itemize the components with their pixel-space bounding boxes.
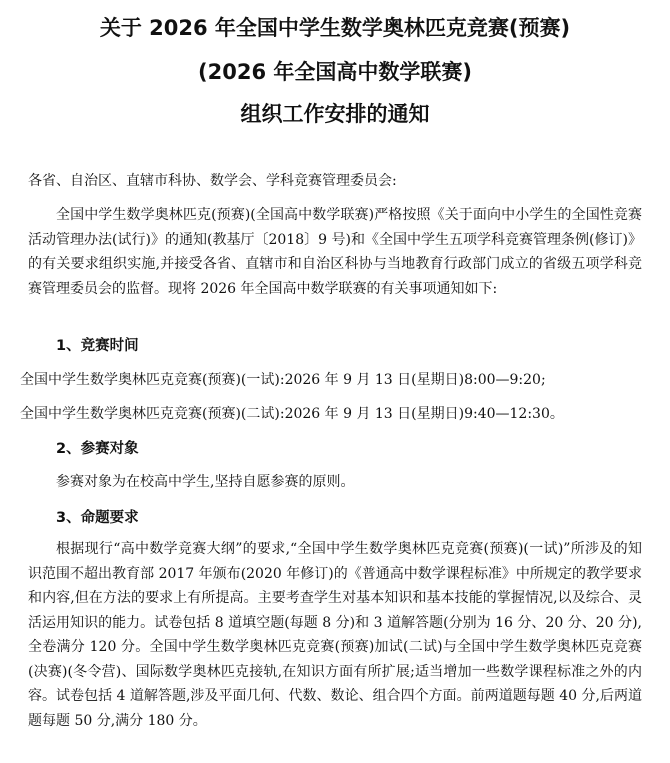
title-line-3: 组织工作安排的通知 — [240, 102, 430, 126]
salutation: 各省、自治区、直辖市科协、数学会、学科竞赛管理委员会: — [28, 173, 397, 189]
intro-paragraph: 全国中学生数学奥林匹克(预赛)(全国高中数学联赛)严格按照《关于面向中小学生的全国性竞赛活动管理办法(试行)》的通知(教基厅〔2018〕9 号)和《全国中学生五项学科竞赛管理条例(修订)》的有关要求组织实施,并接受各省、直辖市和自治区科协与当地教育行政部门成立的省级五项学科竞赛管理委员会的监督。现将 2026 年全国高中数学联赛的有关事项通知如下: — [28, 207, 642, 297]
section-heading-requirements: 3、命题要求 — [56, 510, 139, 526]
title-line-1: 关于 2026 年全国中学生数学奥林匹克竞赛(预赛) — [99, 16, 571, 40]
section-heading-participants: 2、参赛对象 — [56, 441, 139, 457]
schedule-line-2: 全国中学生数学奥林匹克竞赛(预赛)(二试):2026 年 9 月 13 日(星期日)9:40—12:30。 — [20, 406, 564, 422]
participants-text: 参赛对象为在校高中学生,坚持自愿参赛的原则。 — [56, 474, 355, 490]
schedule-line-1: 全国中学生数学奥林匹克竞赛(预赛)(一试):2026 年 9 月 13 日(星期日)8:00—9:20; — [20, 372, 546, 388]
title-line-2: (2026 年全国高中数学联赛) — [198, 60, 472, 84]
requirements-paragraph: 根据现行“高中数学竞赛大纲”的要求,“全国中学生数学奥林匹克竞赛(预赛)(一试)”所涉及的知识范围不超出教育部 2017 年颁布(2020 年修订)的《普通高中数学课程标准》中所规定的教学要求和内容,但在方法的要求上有所提高。主要考查学生对基本知识和基本技能的掌握情况,以及综合、灵活运用知识的能力。试卷包括 8 道填空题(每题 8 分)和 3 道解答题(分别为 16 分、20 分、20 分),全卷满分 120 分。全国中学生数学奥林匹克竞赛(预赛)加试(二试)与全国中学生数学奥林匹克竞赛(决赛)(冬令营)、国际数学奥林匹克接轨,在知识方面有所扩展;适当增加一些数学课程标准之外的内容。试卷包括 4 道解答题,涉及平面几何、代数、数论、组合四个方面。前两道题每题 40 分,后两道题每题 50 分,满分 180 分。 — [28, 541, 642, 729]
section-heading-time: 1、竞赛时间 — [56, 338, 139, 354]
